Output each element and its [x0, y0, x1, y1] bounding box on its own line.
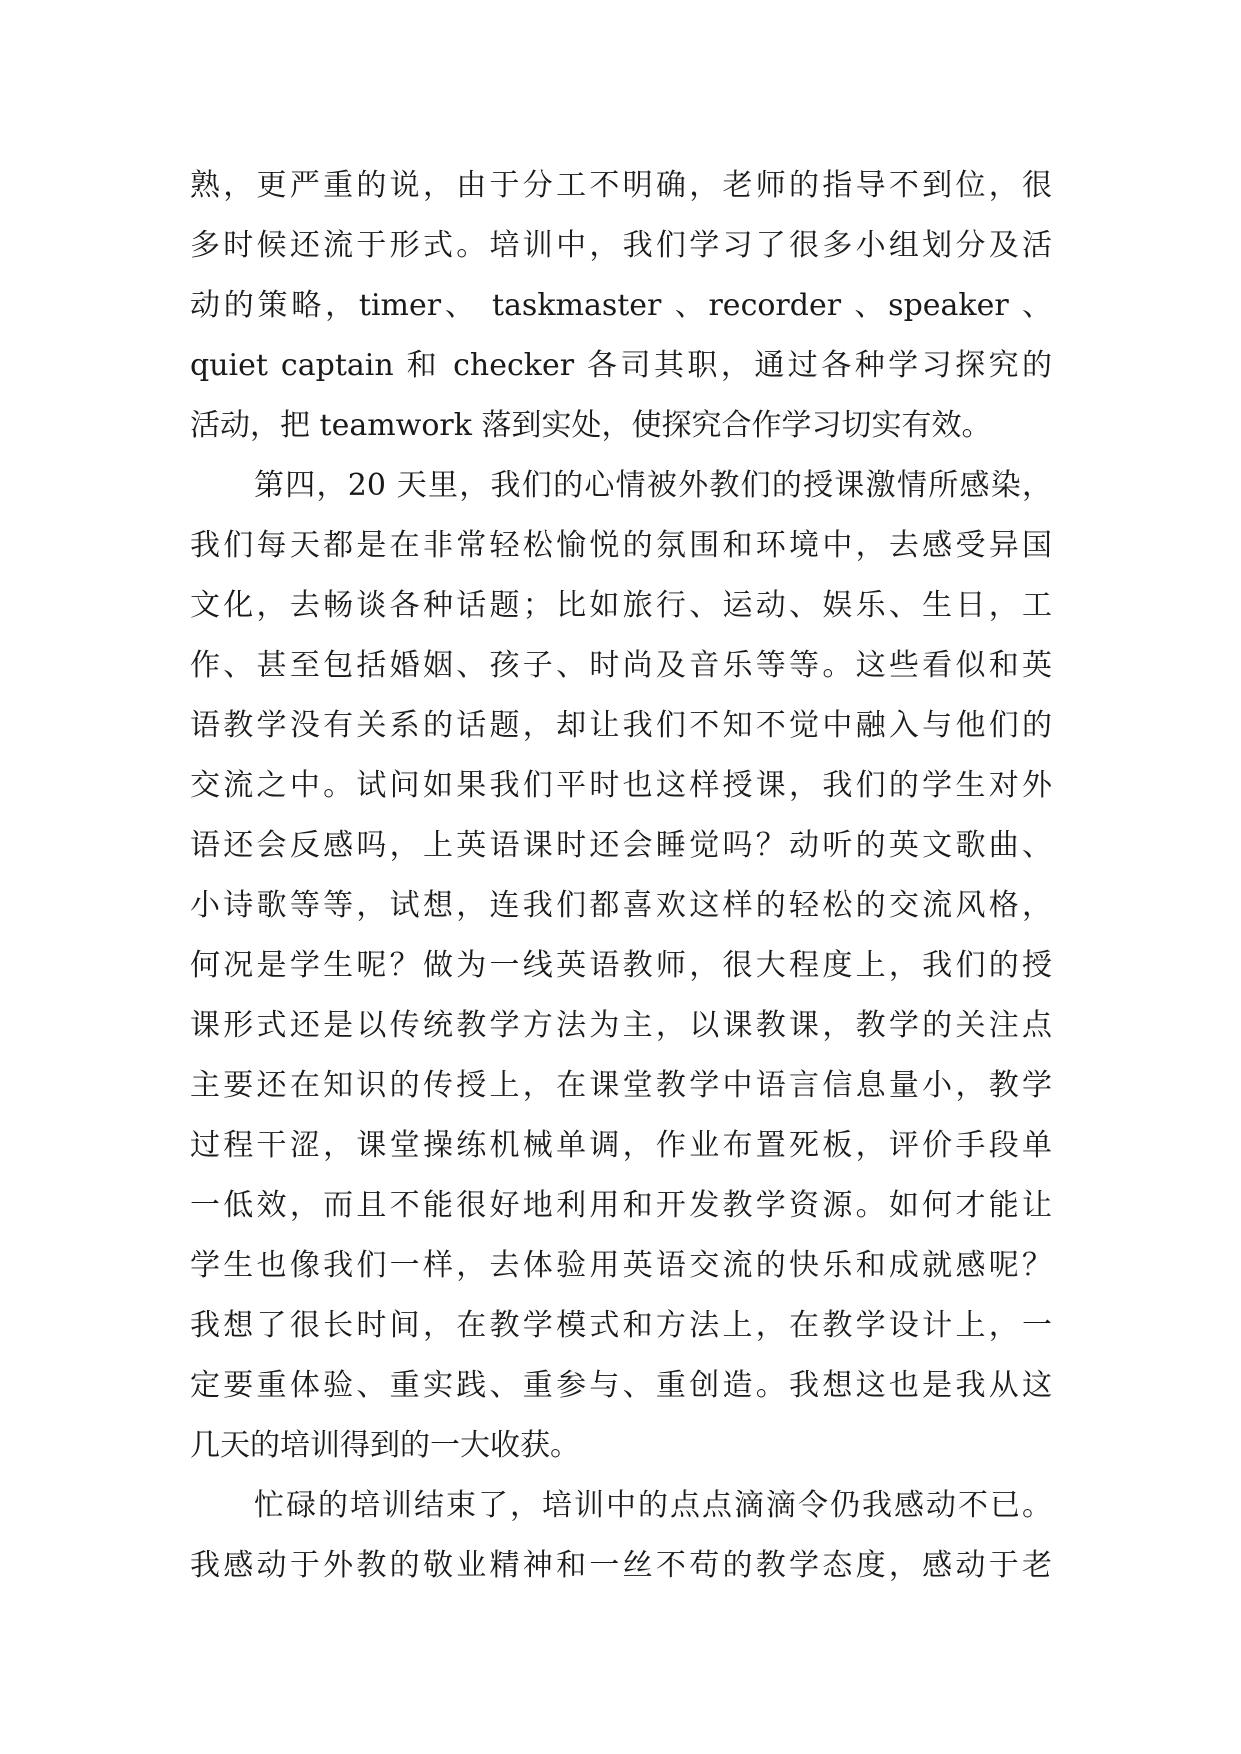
text-line: 过程干涩，课堂操练机械单调，作业布置死板，评价手段单	[190, 1128, 1052, 1163]
text-line: 我感动于外教的敬业精神和一丝不苟的教学态度，感动于老	[190, 1548, 1052, 1583]
text-line: 活动，把 teamwork 落到实处，使探究合作学习切实有效。	[190, 408, 992, 443]
text-line: 语还会反感吗，上英语课时还会睡觉吗？动听的英文歌曲、	[190, 828, 1052, 863]
text-line: 几天的培训得到的一大收获。	[190, 1428, 580, 1463]
text-line: 多时候还流于形式。培训中，我们学习了很多小组划分及活	[190, 228, 1052, 263]
text-line: 我想了很长时间，在教学模式和方法上，在教学设计上，一	[190, 1308, 1052, 1343]
text-line: 忙碌的培训结束了，培训中的点点滴滴令仍我感动不已。	[254, 1488, 1052, 1523]
text-line: 作、甚至包括婚姻、孩子、时尚及音乐等等。这些看似和英	[190, 648, 1052, 683]
document-body	[190, 156, 1052, 1596]
text-line: 主要还在知识的传授上，在课堂教学中语言信息量小，教学	[190, 1068, 1052, 1103]
text-line: 动的策略，timer、 taskmaster 、recorder 、speaker 、	[190, 288, 1052, 323]
text-line: 一低效，而且不能很好地利用和开发教学资源。如何才能让	[190, 1188, 1052, 1223]
paragraph-2	[190, 456, 1052, 1476]
text-line: 我们每天都是在非常轻松愉悦的氛围和环境中，去感受异国	[190, 528, 1052, 563]
text-line: 课形式还是以传统教学方法为主，以课教课，教学的关注点	[190, 1008, 1052, 1043]
text-line: 定要重体验、重实践、重参与、重创造。我想这也是我从这	[190, 1368, 1052, 1403]
text-line: 语教学没有关系的话题，却让我们不知不觉中融入与他们的	[190, 708, 1052, 743]
text-line: 何况是学生呢？做为一线英语教师，很大程度上，我们的授	[190, 948, 1052, 983]
text-line: quiet captain 和 checker 各司其职，通过各种学习探究的	[190, 348, 1052, 383]
text-line: 小诗歌等等，试想，连我们都喜欢这样的轻松的交流风格，	[190, 888, 1052, 923]
paragraph-1	[190, 156, 1052, 456]
text-line: 学生也像我们一样，去体验用英语交流的快乐和成就感呢？	[190, 1248, 1052, 1283]
text-line: 交流之中。试问如果我们平时也这样授课，我们的学生对外	[190, 768, 1052, 803]
text-line: 熟，更严重的说，由于分工不明确，老师的指导不到位，很	[190, 168, 1052, 203]
paragraph-3	[190, 1476, 1052, 1596]
text-line: 第四，20 天里，我们的心情被外教们的授课激情所感染，	[254, 468, 1052, 503]
text-line: 文化，去畅谈各种话题；比如旅行、运动、娱乐、生日，工	[190, 588, 1052, 623]
